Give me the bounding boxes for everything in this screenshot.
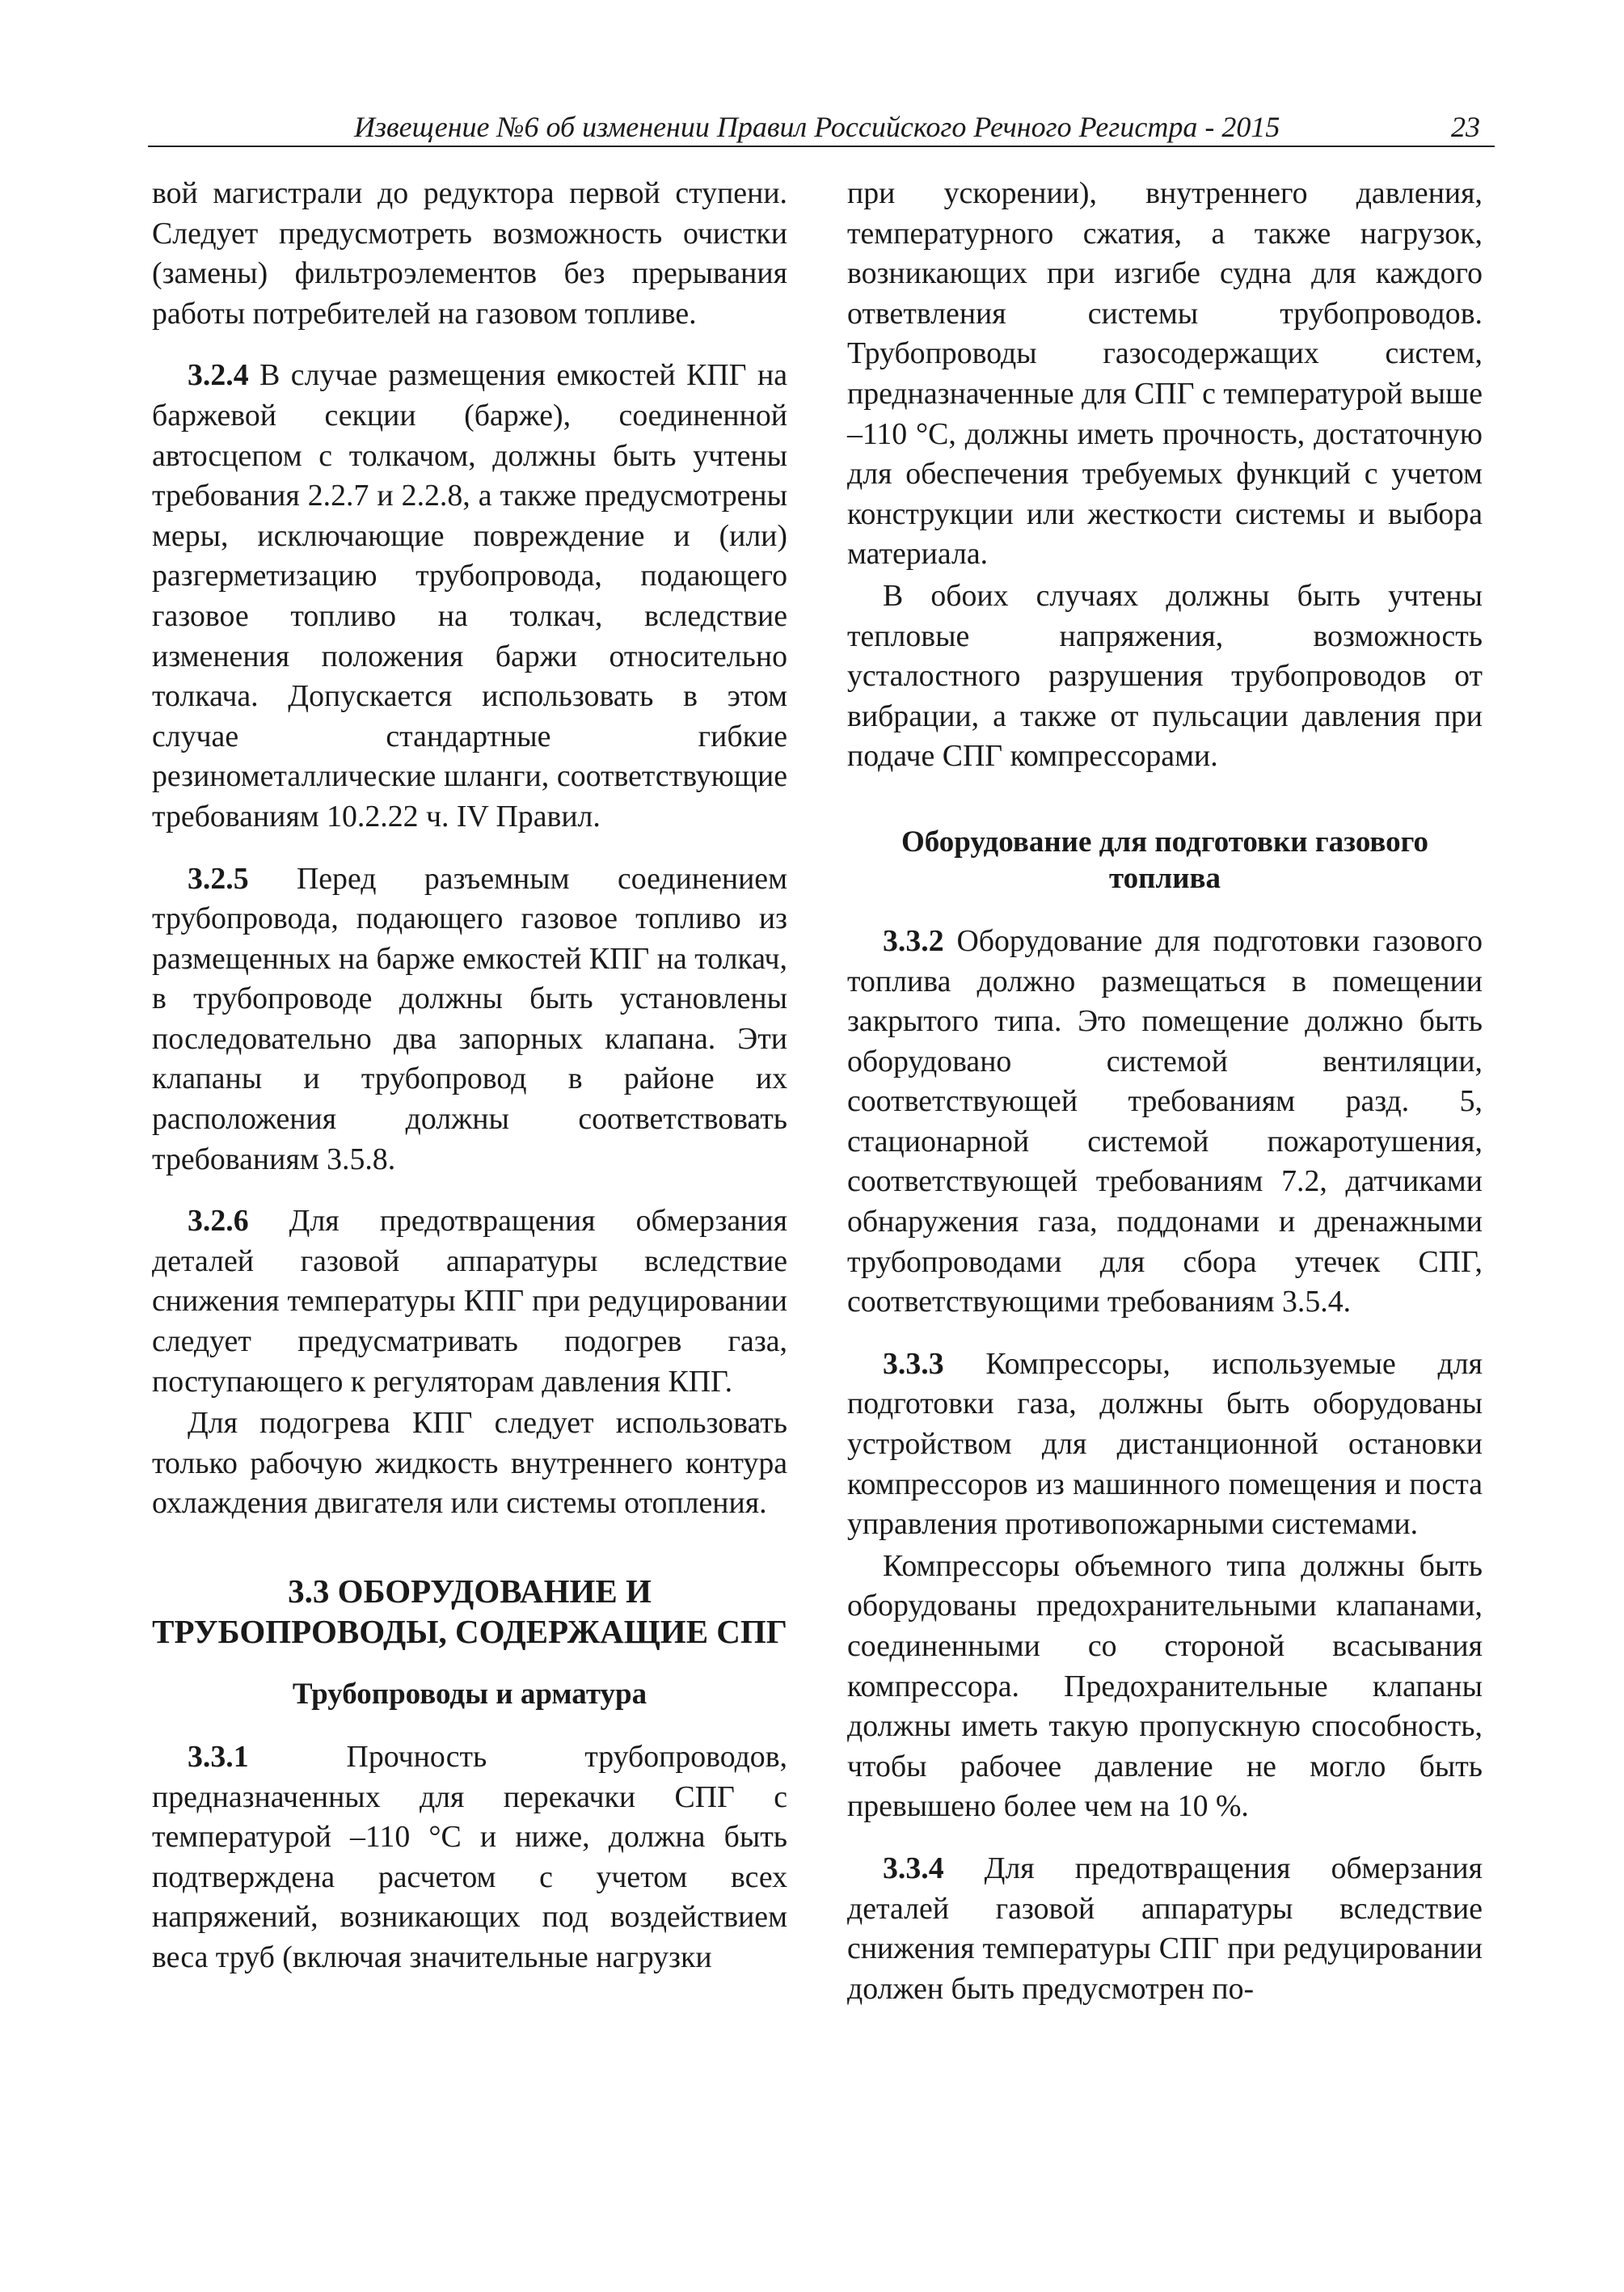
paragraph-3-3-2	[847, 922, 1483, 1323]
paragraph-3-2-6	[152, 1201, 787, 1402]
paragraph: В обоих случаях должны быть учтены тепловые напряжения, возможность усталостного разрушения трубопроводов от вибрации, а также от пульсации давления при подаче СПГ компрессорами.	[847, 578, 1483, 774]
subsection-title: Оборудование для подготовки газового топлива	[901, 825, 1429, 895]
clause-number: 3.3.4	[883, 1851, 944, 1885]
clause-text: В случае размещения емкостей КПГ на баржевой секции (барже), соединенной автосцепом с толкачом, должны быть учтены требования 2.2.7 и 2.2.8, а также предусмотрены меры, исключающие повреждение и (или) разгерметизацию трубопровода, подающего газовое топливо на толкач, вследствие изменения положения баржи относительно толкача. Допускается использовать в этом случае стандартные гибкие резинометаллические шланги, соответствующие требованиям 10.2.22 ч. IV Правил.	[152, 358, 787, 834]
paragraph: при ускорении), внутреннего давления, температурного сжатия, а также нагрузок, возникающих при изгибе судна для каждого ответвления системы трубопроводов. Трубопроводы газосодержащих систем, предназначенные для СПГ с температурой выше –110 °С, должны иметь прочность, достаточную для обеспечения требуемых функций с учетом конструкции или жесткости системы и выбора материала.	[847, 176, 1483, 572]
left-column	[152, 174, 787, 2000]
subsection-title: Трубопроводы и арматура	[292, 1678, 647, 1711]
paragraph-3-3-3	[847, 1344, 1483, 1545]
paragraph: вой магистрали до редуктора первой ступени. Следует предусмотреть возможность очистки (замены) фильтроэлементов без прерывания работы потребителей на газовом топливе.	[152, 176, 787, 331]
right-column	[847, 174, 1483, 2031]
running-header	[148, 110, 1495, 147]
clause-text: Перед разъемным соединением трубопровода, подающего газовое топливо из размещенных на барже емкостей КПГ на толкач, в трубопроводе должны быть установлены последовательно два запорных клапана. Эти клапаны и трубопровод в районе их расположения должны соответствовать требованиям 3.5.8.	[152, 861, 787, 1176]
paragraph-3-3-1	[152, 1737, 787, 1978]
clause-number: 3.3.2	[883, 923, 944, 958]
clause-text: Оборудование для подготовки газового топлива должно размещаться в помещении закрытого типа. Это помещение должно быть оборудовано системой вентиляции, соответствующей требованиям разд. 5, стационарной системой пожаротушения, соответствующей требованиям 7.2, датчиками обнаружения газа, поддонами и дренажными трубопроводами для сбора утечек СПГ, соответствующими требованиям 3.5.4.	[847, 923, 1483, 1319]
clause-number: 3.2.4	[188, 358, 249, 393]
paragraph-3-3-4	[847, 1849, 1483, 2009]
paragraph-3-2-4	[152, 356, 787, 837]
clause-text: Компрессоры, используемые для подготовки газа, должны быть оборудованы устройством для дистанционной остановки компрессоров из машинного помещения и поста управления противопожарными системами.	[847, 1346, 1483, 1542]
page-number: 23	[1451, 111, 1480, 143]
paragraph: Компрессоры объемного типа должны быть оборудованы предохранительными клапанами, соединенными со стороной всасывания компрессора. Предохранительные клапаны должны иметь такую пропускную способность, чтобы рабочее давление не могло быть превышено более чем на 10 %.	[847, 1548, 1483, 1824]
clause-number: 3.2.6	[188, 1204, 249, 1239]
clause-text: Для предотвращения обмерзания деталей газовой аппаратуры вследствие снижения температуры КПГ при редуцировании следует предусматривать подогрев газа, поступающего к регуляторам давления КПГ.	[152, 1204, 787, 1399]
header-title: Извещение №6 об изменении Правил Российского Речного Регистра - 2015	[354, 111, 1280, 143]
paragraph-3-2-5	[152, 859, 787, 1180]
clause-number: 3.2.5	[188, 861, 249, 896]
section-title: 3.3 ОБОРУДОВАНИЕ И ТРУБОПРОВОДЫ, СОДЕРЖАЩИЕ СПГ	[152, 1572, 787, 1650]
clause-text: Для предотвращения обмерзания деталей газовой аппаратуры вследствие снижения температуры СПГ при редуцировании должен быть предусмотрен по-	[847, 1851, 1483, 2006]
clause-number: 3.3.3	[883, 1346, 944, 1381]
clause-text: Прочность трубопроводов, предназначенных для перекачки СПГ с температурой –110 °С и ниже, должна быть подтверждена расчетом с учетом всех напряжений, возникающих под воздействием веса труб (включая значительные нагрузки	[152, 1740, 787, 1974]
clause-number: 3.3.1	[188, 1740, 249, 1774]
paragraph: Для подогрева КПГ следует использовать только рабочую жидкость внутреннего контура охлаждения двигателя или системы отопления.	[152, 1406, 787, 1521]
